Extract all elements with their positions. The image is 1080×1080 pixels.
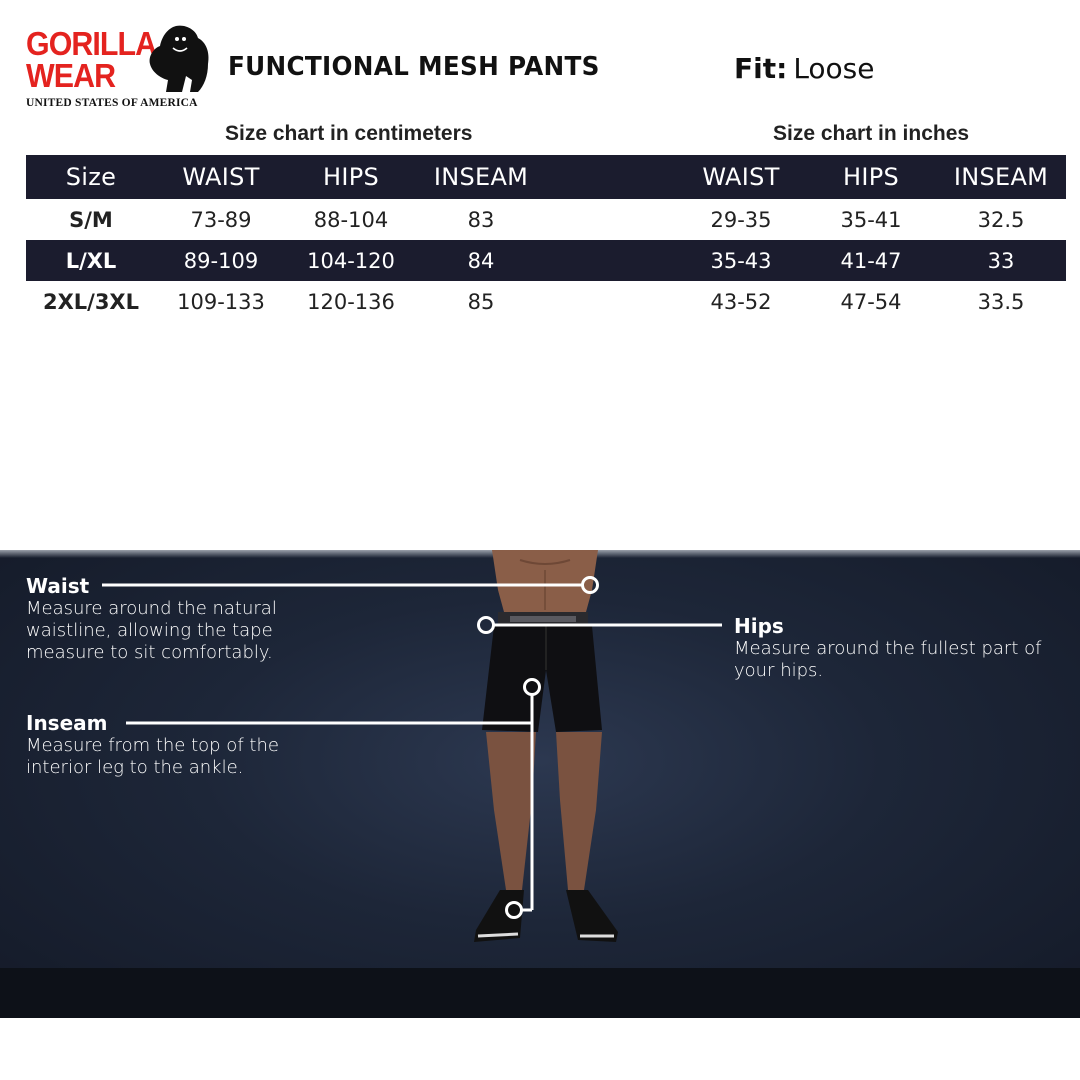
header-inseam-in: INSEAM <box>953 163 1049 191</box>
waist-title: Waist <box>26 574 90 598</box>
cell-hips-in: 35-41 <box>840 207 902 232</box>
header-waist-in: WAIST <box>702 163 780 191</box>
fit-label: Fit: <box>734 52 788 85</box>
logo-tagline: UNITED STATES OF AMERICA <box>26 97 198 109</box>
cell-waist-cm: 73-89 <box>190 207 252 232</box>
logo-word-wear: WEAR <box>26 57 116 94</box>
header-size: Size <box>65 163 117 191</box>
inseam-bottom-marker-icon <box>507 903 522 918</box>
waist-marker-icon <box>583 578 598 593</box>
fit-info <box>734 52 875 85</box>
waist-description: Measure around the natural waistline, allowing the tape measure to sit comfortably. <box>26 598 277 663</box>
cell-waist-cm: 89-109 <box>183 248 259 273</box>
cell-waist-in: 35-43 <box>710 248 772 273</box>
cell-inseam-cm: 84 <box>467 248 495 273</box>
cell-hips-cm: 104-120 <box>307 248 395 273</box>
cell-size: L/XL <box>65 248 117 273</box>
measurement-guide-panel <box>0 550 1080 1018</box>
cell-hips-cm: 120-136 <box>307 289 395 314</box>
cell-inseam-cm: 83 <box>467 207 495 232</box>
cell-hips-in: 47-54 <box>840 289 902 314</box>
size-table <box>26 155 1066 322</box>
hips-title: Hips <box>734 614 784 638</box>
brand-logo <box>26 24 216 114</box>
cell-waist-in: 29-35 <box>710 207 772 232</box>
cell-inseam-cm: 85 <box>467 289 495 314</box>
table-row <box>26 240 1066 281</box>
inseam-top-marker-icon <box>525 680 540 695</box>
cm-chart-heading: Size chart in centimeters <box>225 122 473 145</box>
cell-waist-cm: 109-133 <box>177 289 265 314</box>
cell-inseam-in: 32.5 <box>977 207 1025 232</box>
cell-hips-in: 41-47 <box>840 248 902 273</box>
hips-description: Measure around the fullest part of your hips. <box>734 638 1042 681</box>
header-inseam-cm: INSEAM <box>433 163 529 191</box>
inseam-description: Measure from the top of the interior leg to the ankle. <box>26 735 279 778</box>
cell-inseam-in: 33.5 <box>977 289 1025 314</box>
hips-marker-icon <box>479 618 494 633</box>
inch-chart-heading: Size chart in inches <box>773 122 970 145</box>
header-hips-cm: HIPS <box>322 163 380 191</box>
cell-hips-cm: 88-104 <box>313 207 389 232</box>
cell-size: S/M <box>69 207 113 232</box>
table-row <box>26 199 1066 240</box>
gorilla-icon <box>146 24 212 94</box>
inseam-title: Inseam <box>26 711 108 735</box>
product-title: FUNCTIONAL MESH PANTS <box>228 52 600 82</box>
cell-waist-in: 43-52 <box>710 289 772 314</box>
logo-word-gorilla: GORILLA <box>26 25 157 62</box>
cell-inseam-in: 33 <box>987 248 1015 273</box>
header-hips-in: HIPS <box>842 163 900 191</box>
cell-size: 2XL/3XL <box>42 289 140 314</box>
table-row <box>26 281 1066 322</box>
header-waist-cm: WAIST <box>182 163 260 191</box>
table-header-row <box>26 155 1066 199</box>
fit-value: Loose <box>793 52 875 85</box>
